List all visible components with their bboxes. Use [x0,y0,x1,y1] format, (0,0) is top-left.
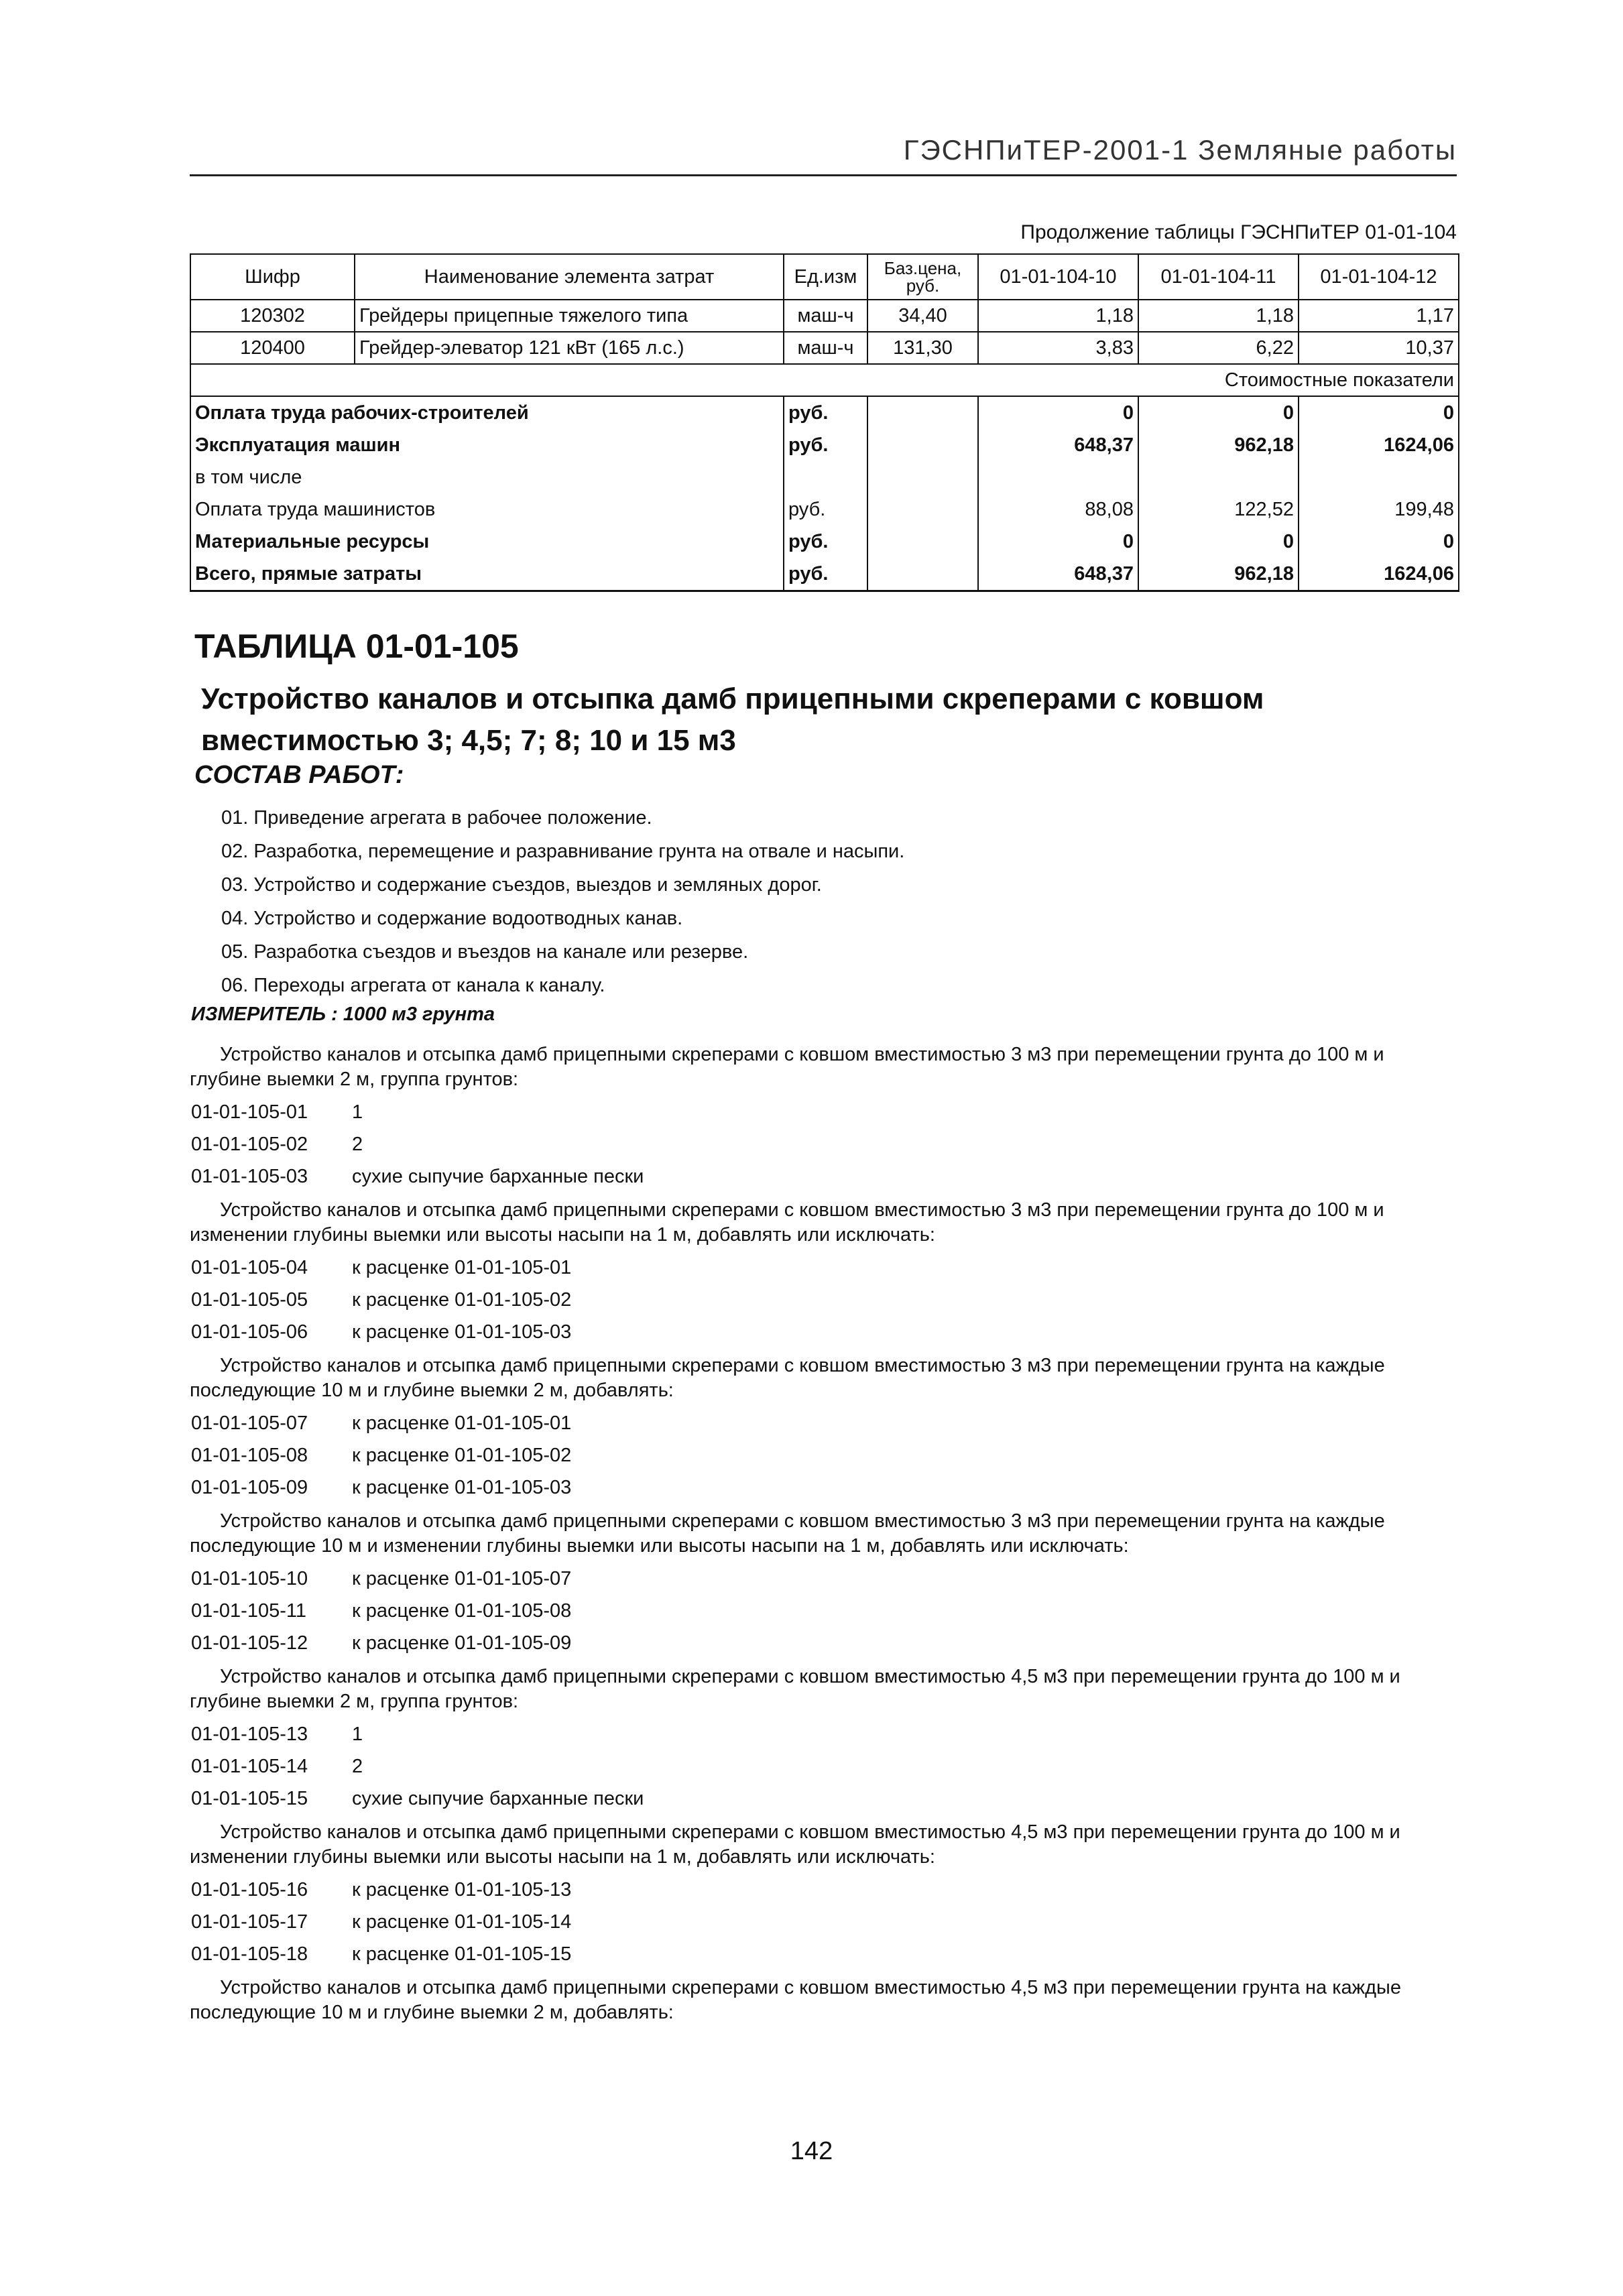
table-continuation-label: Продолжение таблицы ГЭСНПиТЕР 01-01-104 [1020,221,1457,243]
row-value-2: 6,22 [1138,332,1299,364]
rate-description: 2 [352,1756,363,1777]
rate-item [190,1160,1457,1193]
cost-label-row [190,364,1459,396]
header-price-line1: Баз.цена, [884,258,962,278]
table-row [190,300,1459,332]
rate-description: 1 [352,1101,363,1123]
table-row [190,332,1459,364]
header-col3: 01-01-104-12 [1299,254,1459,300]
rate-group-description: Устройство каналов и отсыпка дамб прицепными скреперами с ковшом вместимостью 3 м3 при перемещении грунта до 100 м и глубине выемки 2 м, группа грунтов: [190,1044,1384,1090]
row-name: Грейдер-элеватор 121 кВт (165 л.с.) [355,332,784,364]
summary-value-2: 0 [1138,396,1299,429]
works-heading: СОСТАВ РАБОТ: [194,761,404,789]
rate-code: 01-01-105-01 [191,1101,308,1123]
rate-group-description: Устройство каналов и отсыпка дамб прицепными скреперами с ковшом вместимостью 4,5 м3 при перемещении грунта до 100 м и изменении глубины выемки или высоты насыпи на 1 м, добавлять или исключать: [190,1821,1400,1868]
summary-value-3: 1624,06 [1299,558,1459,591]
summary-unit: руб. [784,429,867,461]
rate-code: 01-01-105-13 [191,1724,308,1745]
rate-code: 01-01-105-18 [191,1943,308,1965]
works-item: 01. Приведение агрегата в рабочее положение. [221,807,652,829]
works-item: 06. Переходы агрегата от канала к каналу. [221,975,605,996]
rate-group-description: Устройство каналов и отсыпка дамб прицепными скреперами с ковшом вместимостью 3 м3 при перемещении грунта на каждые последующие 10 м и изменении глубины выемки или высоты насыпи на 1 м, добавлять или исключать: [190,1510,1385,1557]
works-item: 05. Разработка съездов и въездов на канале или резерве. [221,941,749,963]
summary-empty [867,429,978,461]
rate-description: сухие сыпучие барханные пески [352,1166,644,1187]
summary-unit: руб. [784,526,867,558]
rate-item [190,1096,1457,1128]
summary-empty [867,526,978,558]
summary-empty [867,493,978,526]
summary-value-1: 88,08 [978,493,1138,526]
rate-item [190,1471,1457,1504]
row-value-1: 3,83 [978,332,1138,364]
summary-value-1 [978,461,1138,493]
rate-item [190,1750,1457,1783]
rate-code: 01-01-105-06 [191,1321,308,1343]
rate-item [190,1128,1457,1160]
row-value-1: 1,18 [978,300,1138,332]
summary-name: Всего, прямые затраты [190,558,784,591]
row-code: 120302 [190,300,355,332]
header-unit: Ед.изм [784,254,867,300]
rate-item [190,1718,1457,1750]
resource-table [190,253,1459,592]
summary-name: Эксплуатация машин [190,429,784,461]
header-price [867,254,978,300]
rate-code: 01-01-105-16 [191,1879,308,1900]
rate-code: 01-01-105-15 [191,1788,308,1809]
summary-value-2: 962,18 [1138,429,1299,461]
rate-item [190,1783,1457,1815]
summary-value-2: 962,18 [1138,558,1299,591]
rate-item [190,1284,1457,1316]
row-name: Грейдеры прицепные тяжелого типа [355,300,784,332]
summary-value-1: 0 [978,526,1138,558]
rate-description: к расценке 01-01-105-01 [352,1257,572,1278]
rate-description: к расценке 01-01-105-08 [352,1600,572,1622]
works-item: 02. Разработка, перемещение и разравнивание грунта на отвале и насыпи. [221,841,905,862]
summary-unit: руб. [784,396,867,429]
cost-label: Стоимостные показатели [190,364,1459,396]
summary-unit: руб. [784,558,867,591]
section-title: Устройство каналов и отсыпка дамб прицепными скреперами с ковшом вместимостью 3; 4,5; 7; 8; 10 и 15 м3 [201,682,1264,757]
row-value-3: 1,17 [1299,300,1459,332]
rate-description: к расценке 01-01-105-15 [352,1943,572,1965]
works-list [221,801,904,1002]
rate-item [190,1252,1457,1284]
rate-description: к расценке 01-01-105-03 [352,1321,572,1343]
table-number-heading: ТАБЛИЦА 01-01-105 [194,627,519,665]
row-code: 120400 [190,332,355,364]
header-price-line2: руб. [906,276,940,296]
header-col2: 01-01-104-11 [1138,254,1299,300]
rate-group [190,1665,1457,1815]
summary-row [190,396,1459,429]
rate-code: 01-01-105-07 [191,1412,308,1434]
rate-code: 01-01-105-03 [191,1166,308,1187]
summary-value-1: 648,37 [978,429,1138,461]
rate-item [190,1563,1457,1595]
rate-item [190,1407,1457,1439]
summary-value-1: 648,37 [978,558,1138,591]
rate-group [190,1976,1457,2025]
rate-description: 1 [352,1724,363,1745]
rate-code: 01-01-105-14 [191,1756,308,1777]
summary-unit [784,461,867,493]
summary-name: Оплата труда машинистов [190,493,784,526]
rate-group [190,1509,1457,1659]
rate-item [190,1874,1457,1906]
header-title: ГЭСНПиТЕР-2001-1 Земляные работы [903,134,1457,166]
rate-description: 2 [352,1134,363,1155]
rate-description: к расценке 01-01-105-03 [352,1477,572,1498]
header-col1: 01-01-104-10 [978,254,1138,300]
rate-group [190,1820,1457,1970]
page-number: 142 [790,2137,833,2165]
rate-code: 01-01-105-17 [191,1911,308,1933]
row-unit: маш-ч [784,300,867,332]
summary-value-3: 0 [1299,526,1459,558]
summary-row [190,429,1459,461]
summary-value-3: 0 [1299,396,1459,429]
rate-item [190,1439,1457,1471]
summary-name: в том числе [190,461,784,493]
rate-group [190,1198,1457,1348]
summary-empty [867,396,978,429]
summary-value-2 [1138,461,1299,493]
rate-description: к расценке 01-01-105-07 [352,1568,572,1589]
summary-name: Оплата труда рабочих-строителей [190,396,784,429]
rate-group-description: Устройство каналов и отсыпка дамб прицепными скреперами с ковшом вместимостью 4,5 м3 при перемещении грунта на каждые последующие 10 м и глубине выемки 2 м, добавлять: [190,1977,1401,2023]
summary-unit: руб. [784,493,867,526]
rate-item [190,1627,1457,1659]
rate-code: 01-01-105-10 [191,1568,308,1589]
rate-item [190,1316,1457,1348]
summary-value-3: 1624,06 [1299,429,1459,461]
rate-item [190,1906,1457,1938]
rate-code: 01-01-105-05 [191,1289,308,1311]
rate-group-description: Устройство каналов и отсыпка дамб прицепными скреперами с ковшом вместимостью 4,5 м3 при перемещении грунта до 100 м и глубине выемки 2 м, группа грунтов: [190,1666,1400,1712]
rate-group-description: Устройство каналов и отсыпка дамб прицепными скреперами с ковшом вместимостью 3 м3 при перемещении грунта до 100 м и изменении глубины выемки или высоты насыпи на 1 м, добавлять или исключать: [190,1199,1384,1246]
summary-value-3: 199,48 [1299,493,1459,526]
rate-description: к расценке 01-01-105-01 [352,1412,572,1434]
rate-item [190,1938,1457,1970]
rate-code: 01-01-105-09 [191,1477,308,1498]
summary-row [190,526,1459,558]
summary-row [190,461,1459,493]
rate-code: 01-01-105-12 [191,1632,308,1654]
row-unit: маш-ч [784,332,867,364]
rate-description: к расценке 01-01-105-13 [352,1879,572,1900]
rate-description: к расценке 01-01-105-02 [352,1445,572,1466]
rate-code: 01-01-105-11 [191,1600,306,1622]
rate-description: сухие сыпучие барханные пески [352,1788,644,1809]
rate-description: к расценке 01-01-105-09 [352,1632,572,1654]
rate-group [190,1042,1457,1193]
rate-groups [190,1042,1457,2031]
row-price: 131,30 [867,332,978,364]
measure-unit: ИЗМЕРИТЕЛЬ : 1000 м3 грунта [191,1004,495,1025]
summary-empty [867,461,978,493]
rate-code: 01-01-105-04 [191,1257,308,1278]
rate-group [190,1353,1457,1504]
row-value-2: 1,18 [1138,300,1299,332]
works-item: 03. Устройство и содержание съездов, выездов и земляных дорог. [221,874,822,896]
rate-description: к расценке 01-01-105-14 [352,1911,572,1933]
table-header-row [190,254,1459,300]
rate-group-description: Устройство каналов и отсыпка дамб прицепными скреперами с ковшом вместимостью 3 м3 при перемещении грунта на каждые последующие 10 м и глубине выемки 2 м, добавлять: [190,1355,1385,1401]
rate-code: 01-01-105-08 [191,1445,308,1466]
rate-item [190,1595,1457,1627]
summary-value-2: 122,52 [1138,493,1299,526]
summary-value-1: 0 [978,396,1138,429]
summary-row [190,558,1459,591]
row-value-3: 10,37 [1299,332,1459,364]
rate-code: 01-01-105-02 [191,1134,308,1155]
summary-row [190,493,1459,526]
header-name: Наименование элемента затрат [355,254,784,300]
row-price: 34,40 [867,300,978,332]
summary-empty [867,558,978,591]
summary-value-3 [1299,461,1459,493]
summary-value-2: 0 [1138,526,1299,558]
summary-name: Материальные ресурсы [190,526,784,558]
rate-description: к расценке 01-01-105-02 [352,1289,572,1311]
works-item: 04. Устройство и содержание водоотводных канав. [221,908,683,929]
running-header [190,127,1457,176]
header-code: Шифр [190,254,355,300]
